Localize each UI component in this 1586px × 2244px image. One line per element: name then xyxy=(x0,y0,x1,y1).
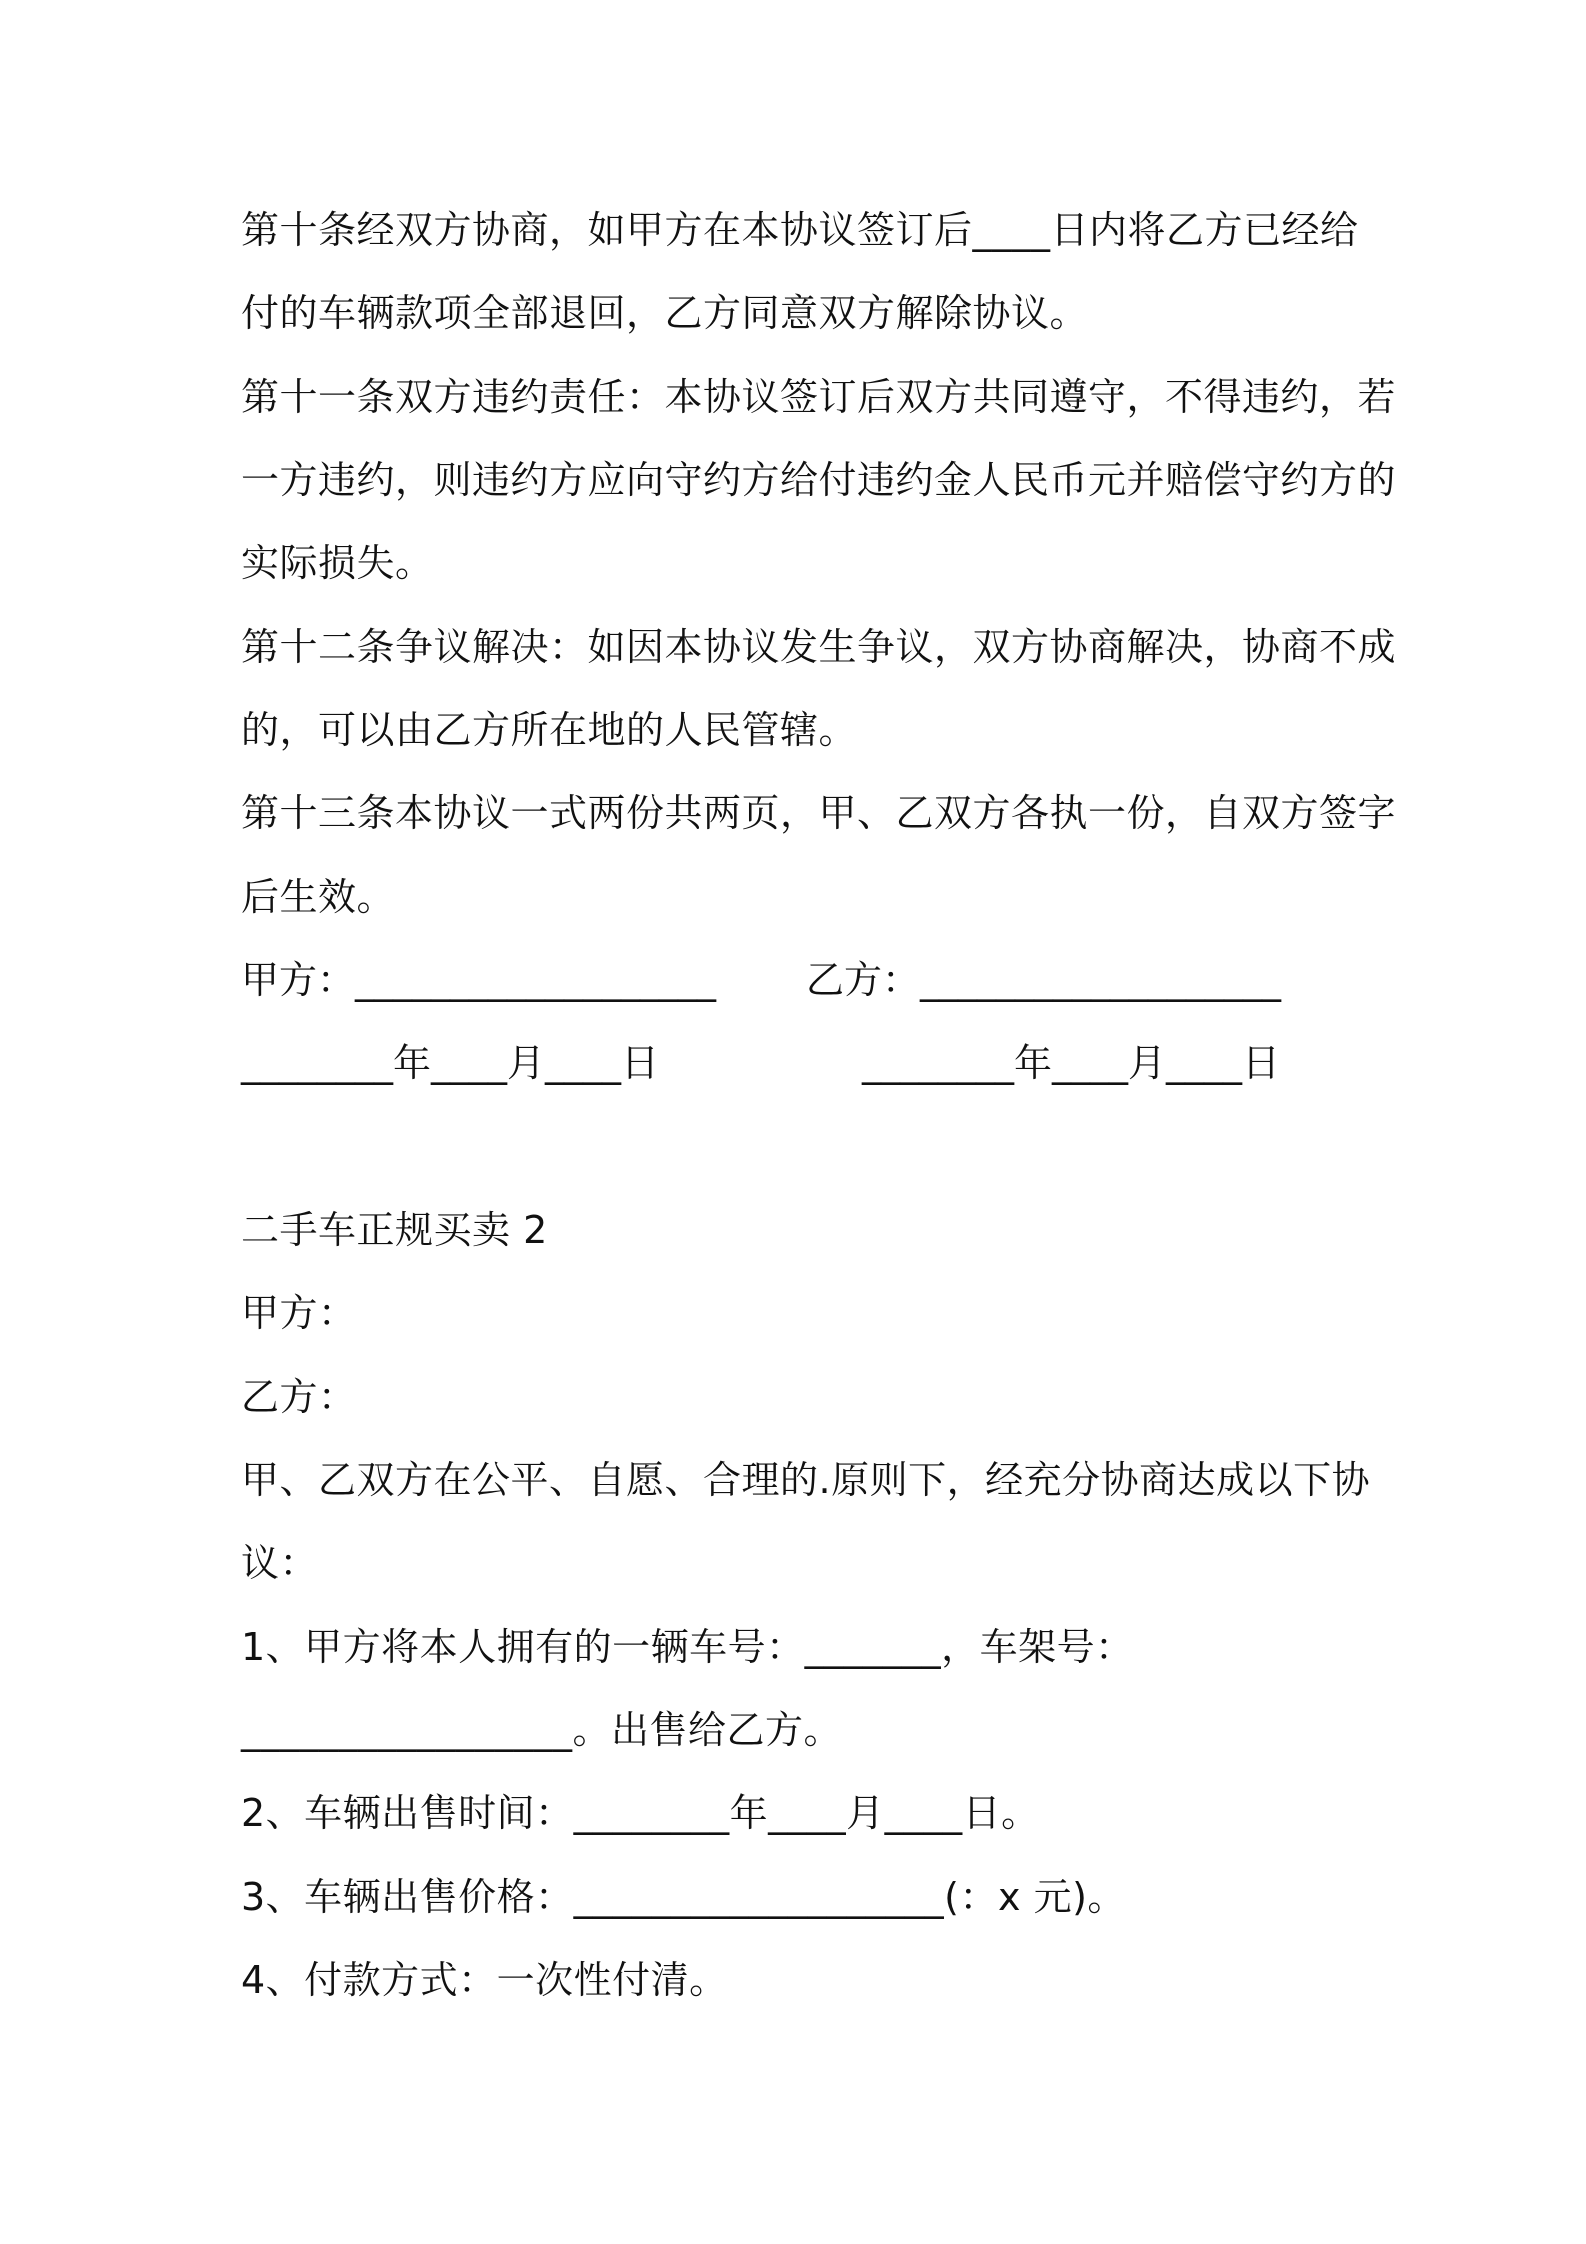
item-1-line-2: _________________。出售给乙方。 xyxy=(241,1708,843,1752)
section-2-intro-line-2: 议： xyxy=(241,1541,319,1585)
article-12-line-2: 的，可以由乙方所在地的人民管辖。 xyxy=(241,708,858,752)
article-10-line-1: 第十条经双方协商，如甲方在本协议签订后____日内将乙方已经给 xyxy=(241,208,1359,252)
section-2-title: 二手车正规买卖 2 xyxy=(241,1208,548,1252)
article-11-line-2: 一方违约，则违约方应向守约方给付违约金人民币元并赔偿守约方的 xyxy=(241,458,1397,502)
article-11-line-3: 实际损失。 xyxy=(241,541,434,585)
article-10-line-2: 付的车辆款项全部退回，乙方同意双方解除协议。 xyxy=(241,291,1089,335)
article-12-line-1: 第十二条争议解决：如因本协议发生争议，双方协商解决，协商不成 xyxy=(241,625,1397,669)
article-11-line-1: 第十一条双方违约责任：本协议签订后双方共同遵守，不得违约，若 xyxy=(241,375,1397,419)
section-2-party-b: 乙方： xyxy=(241,1375,357,1419)
signature-date-b: ________年____月____日 xyxy=(862,1041,1281,1085)
signature-party-b: 乙方：___________________ xyxy=(806,958,1282,1002)
item-4: 4、付款方式：一次性付清。 xyxy=(241,1958,728,2002)
signature-party-a: 甲方：___________________ xyxy=(241,958,717,1002)
item-1-line-1: 1、甲方将本人拥有的一辆车号：_______，车架号： xyxy=(241,1625,1134,1669)
item-3: 3、车辆出售价格：___________________(：x 元)。 xyxy=(241,1875,1126,1919)
article-13-line-2: 后生效。 xyxy=(241,875,396,919)
item-2: 2、车辆出售时间：________年____月____日。 xyxy=(241,1791,1040,1835)
article-13-line-1: 第十三条本协议一式两份共两页，甲、乙双方各执一份，自双方签字 xyxy=(241,791,1397,835)
section-2-party-a: 甲方： xyxy=(241,1291,357,1335)
section-2-intro-line-1: 甲、乙双方在公平、自愿、合理的.原则下，经充分协商达成以下协 xyxy=(241,1458,1371,1502)
signature-date-a: ________年____月____日 xyxy=(241,1041,660,1085)
